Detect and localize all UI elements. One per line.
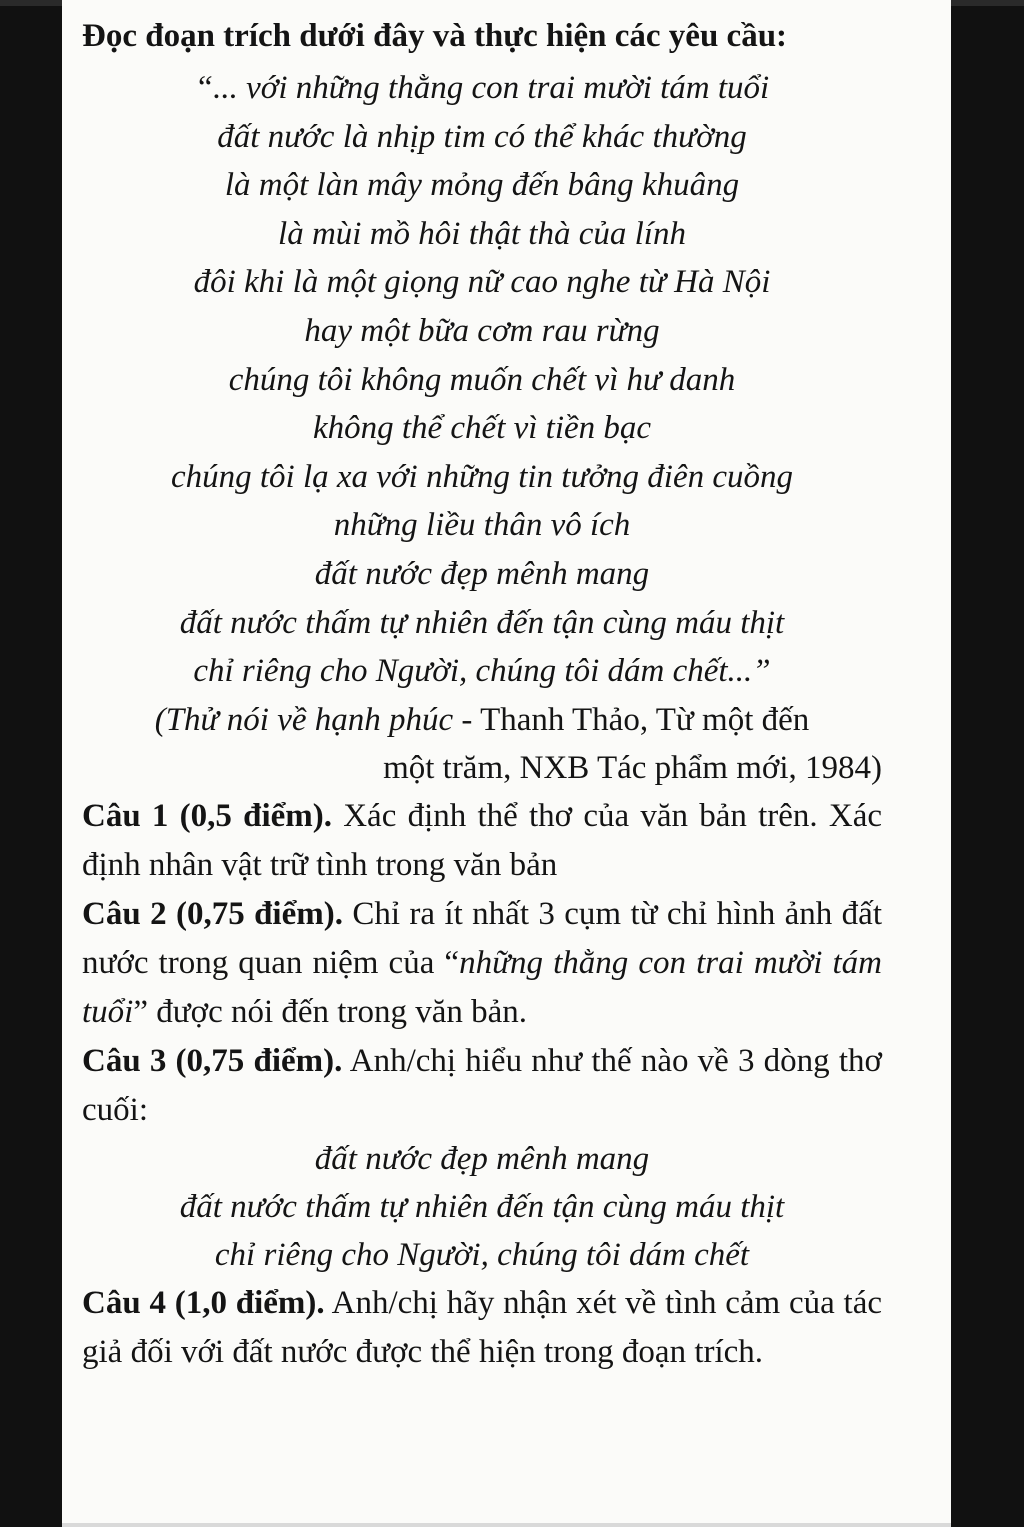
poem-line: “... với những thằng con trai mười tám tuổi (194, 70, 770, 106)
poem-line: không thể chết vì tiền bạc (312, 410, 652, 447)
poem-line: đất nước là nhịp tim có thể khác thường (217, 118, 747, 155)
poem-excerpt (82, 64, 882, 696)
document-content (82, 14, 882, 1377)
poem-line: chúng tôi lạ xa với những tin tưởng điên cuồng (170, 458, 794, 495)
poem-source-citation (82, 696, 882, 792)
question-3-quoted-lines (82, 1135, 882, 1279)
poem-line: đất nước thấm tự nhiên đến tận cùng máu thịt (179, 604, 785, 641)
question-2 (82, 890, 882, 1037)
question-3-text: Anh/chị hiểu như thế nào về 3 dòng thơ cuối: (82, 1042, 882, 1128)
poem-line: những liều thân vô ích (333, 507, 631, 544)
poem-line: đất nước đẹp mênh mang (314, 555, 650, 592)
question-3-label: Câu 3 (0,75 điểm). (82, 1042, 343, 1079)
question-4-text: Anh/chị hãy nhận xét về tình cảm của tác giả đối với đất nước được thể hiện trong đoạn trích. (82, 1284, 882, 1370)
source-line-2: một trăm, NXB Tác phẩm mới, 1984) (383, 749, 882, 786)
question-4-label: Câu 4 (1,0 điểm). (82, 1284, 325, 1321)
quoted-line: đất nước đẹp mênh mang (314, 1140, 650, 1177)
question-1 (82, 792, 882, 890)
source-poem-title: (Thử nói về hạnh phúc (154, 701, 454, 738)
source-line-1 (82, 696, 882, 744)
poem-line: chúng tôi không muốn chết vì hư danh (228, 361, 736, 398)
question-1-text: Xác định thể thơ của văn bản trên. Xác định nhân vật trữ tình trong văn bản (82, 797, 883, 883)
document-page (62, 0, 951, 1527)
page-bottom-edge (62, 1523, 951, 1527)
question-4 (82, 1279, 882, 1377)
question-3 (82, 1037, 882, 1135)
poem-line: là một làn mây mỏng đến bâng khuâng (224, 167, 740, 204)
poem-line: hay một bữa cơm rau rừng (304, 312, 660, 349)
poem-line: chỉ riêng cho Người, chúng tôi dám chết...” (193, 653, 771, 690)
quoted-line: chỉ riêng cho Người, chúng tôi dám chết (214, 1236, 750, 1273)
instruction-heading: Đọc đoạn trích dưới đây và thực hiện các yêu cầu: (82, 18, 788, 54)
poem-line: là mùi mồ hôi thật thà của lính (278, 215, 686, 252)
question-1-label: Câu 1 (0,5 điểm). (82, 797, 332, 834)
source-author: - Thanh Thảo, Từ một đến (453, 701, 810, 738)
poem-line: đôi khi là một giọng nữ cao nghe từ Hà Nội (193, 264, 771, 301)
question-2-text: Chỉ ra ít nhất 3 cụm từ chỉ hình ảnh đất nước trong quan niệm của “ (82, 895, 882, 981)
question-2-text-end: ” được nói đến trong văn bản. (133, 993, 527, 1030)
quoted-line: đất nước thấm tự nhiên đến tận cùng máu thịt (179, 1188, 785, 1225)
question-2-quote: những thằng con trai mười tám tuổi (82, 944, 883, 1030)
question-2-label: Câu 2 (0,75 điểm). (82, 895, 343, 932)
